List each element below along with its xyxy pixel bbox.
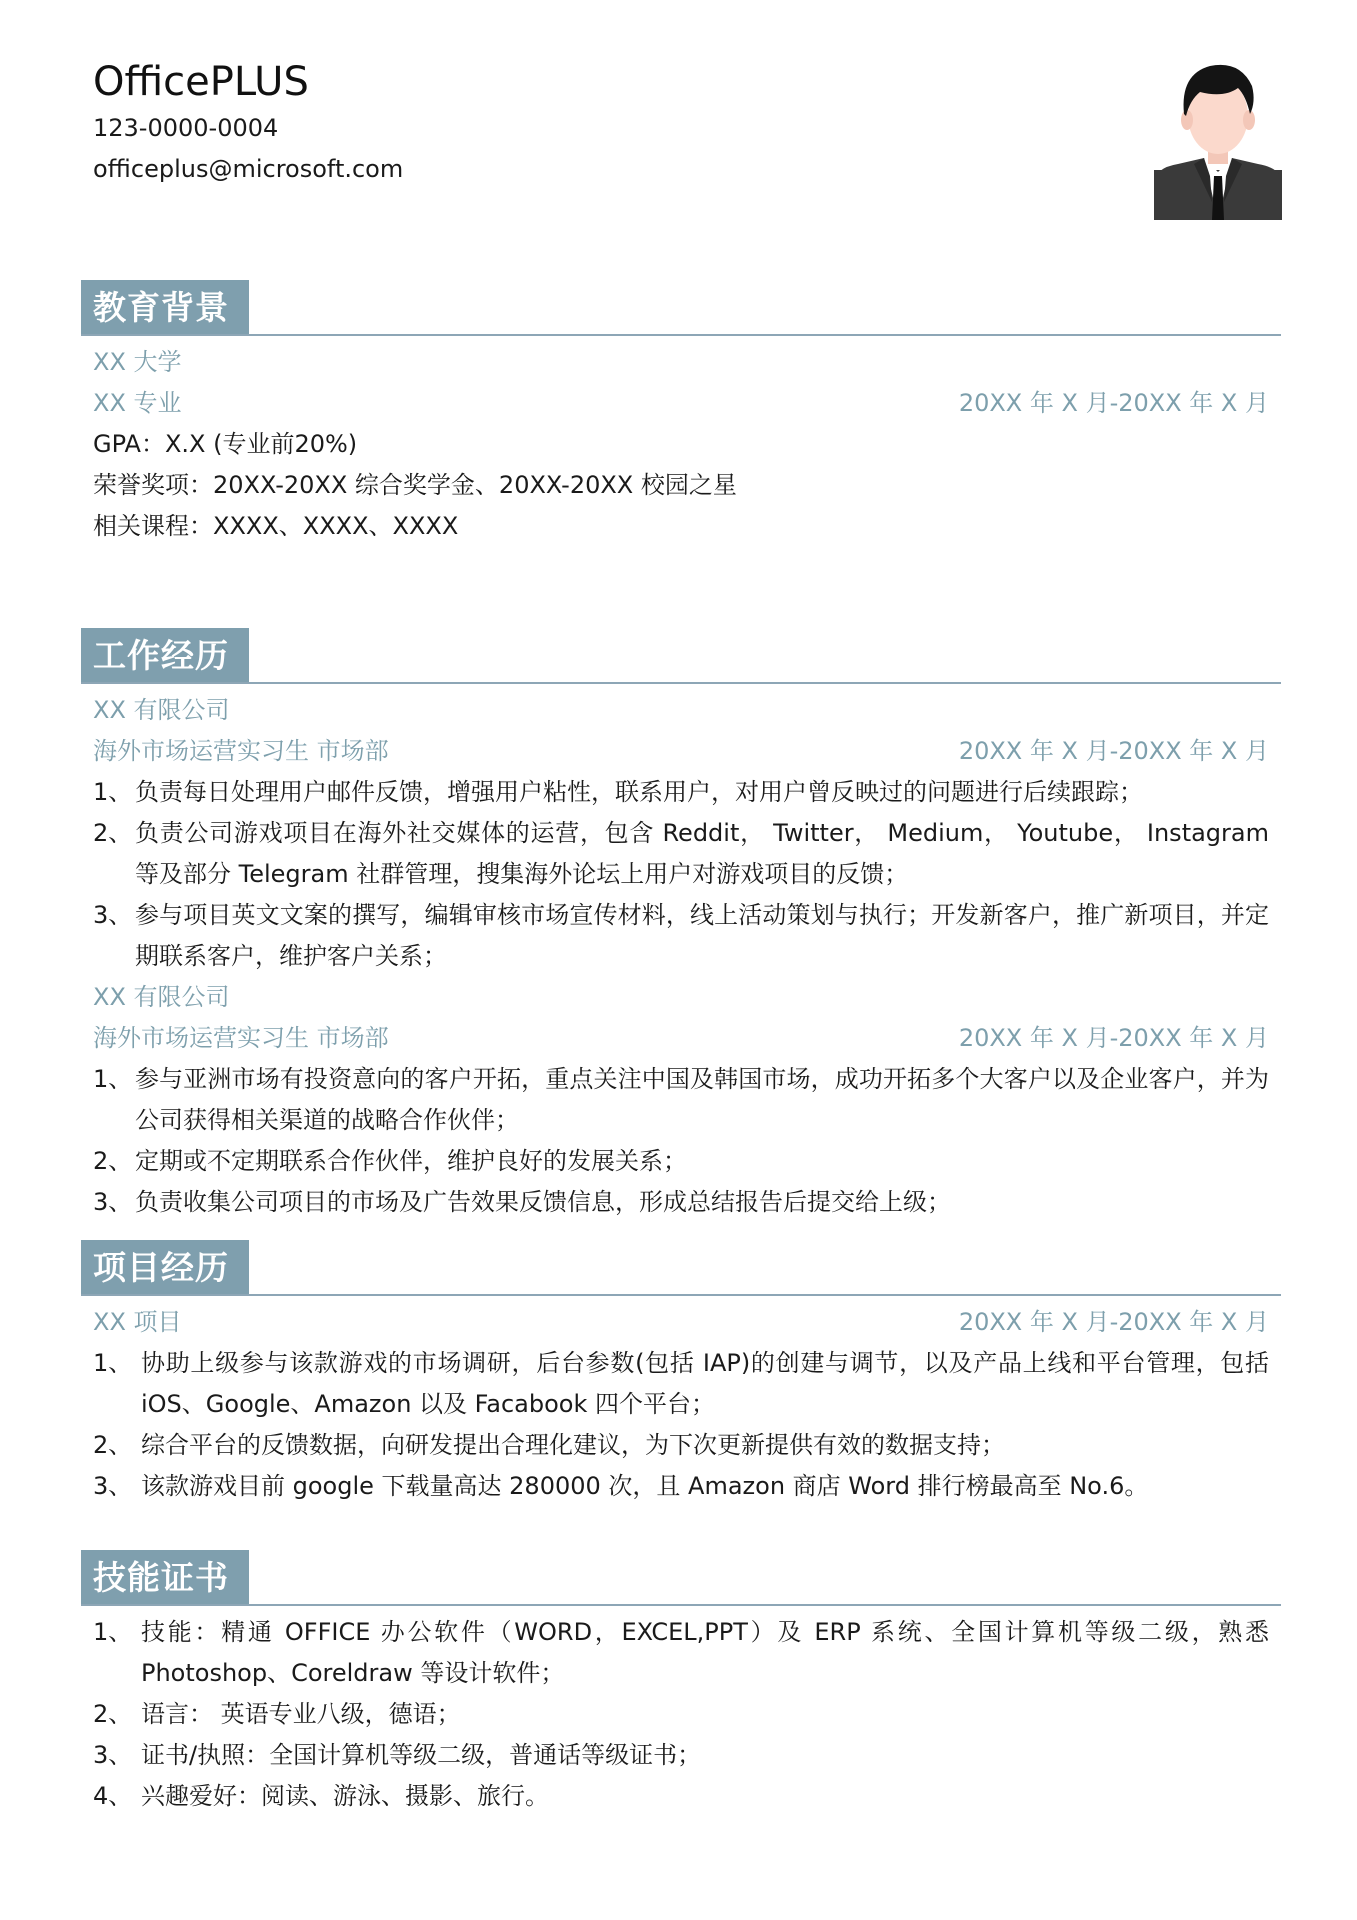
job-entry [81,977,1281,1223]
item-text: 兴趣爱好：阅读、游泳、摄影、旅行。 [141,1782,549,1810]
item-text: 该款游戏目前 google 下载量高达 280000 次，且 Amazon 商店 Word 排行榜最高至 No.6。 [141,1472,1149,1500]
duty-item [81,1141,1281,1182]
duty-item [81,1059,1281,1141]
item-text: 协助上级参与该款游戏的市场调研，后台参数(包括 IAP)的创建与调节，以及产品上线和平台管理，包括 iOS、Google、Amazon 以及 Facabook 四个平台； [141,1349,1269,1418]
position-row [81,731,1281,772]
item-text: 综合平台的反馈数据，向研发提出合理化建议，为下次更新提供有效的数据支持； [141,1431,1005,1459]
work-section [81,628,1281,1223]
project-item [81,1466,1281,1507]
item-text: 证书/执照：全国计算机等级二级，普通话等级证书； [141,1741,702,1769]
project-section [81,1240,1281,1507]
email-address: officeplus@microsoft.com [93,155,404,183]
work-title: 工作经历 [81,628,249,684]
item-number: 2、 [93,1700,133,1728]
project-heading [81,1240,1281,1296]
school-name: XX 大学 [93,348,182,376]
section-divider [81,1294,1281,1296]
project-item [81,1425,1281,1466]
phone-number: 123-0000-0004 [93,114,279,142]
avatar-photo [1154,52,1282,220]
item-number: 3、 [93,1741,133,1769]
item-number: 2、 [93,1147,133,1175]
item-text: 语言： 英语专业八级，德语； [141,1700,461,1728]
project-name: XX 项目 [93,1308,182,1336]
education-title: 教育背景 [81,280,249,336]
item-number: 3、 [93,901,133,929]
item-number: 3、 [93,1472,133,1500]
profile-header [93,56,403,190]
position-title: 海外市场运营实习生 市场部 [93,737,389,765]
education-date: 20XX 年 X 月-20XX 年 X 月 [958,389,1269,417]
honors: 荣誉奖项：20XX-20XX 综合奖学金、20XX-20XX 校园之星 [93,471,737,499]
major-name: XX 专业 [93,389,182,417]
project-name-row [81,1302,1281,1343]
item-text: 定期或不定期联系合作伙伴，维护良好的发展关系； [135,1147,687,1175]
item-text: 技能：精通 OFFICE 办公软件（WORD，EXCEL,PPT）及 ERP 系统、全国计算机等级二级，熟悉 Photoshop、Coreldraw 等设计软件； [141,1618,1269,1687]
education-section [81,280,1281,547]
major-row [81,383,1281,424]
position-title: 海外市场运营实习生 市场部 [93,1024,389,1052]
item-number: 1、 [93,778,133,806]
project-date: 20XX 年 X 月-20XX 年 X 月 [958,1308,1269,1336]
skill-item [81,1735,1281,1776]
duty-item [81,813,1281,895]
company-name: XX 有限公司 [93,983,230,1011]
duty-item [81,1182,1281,1223]
gpa: GPA：X.X (专业前20%) [93,430,358,458]
item-number: 1、 [93,1349,133,1377]
position-row [81,1018,1281,1059]
item-number: 3、 [93,1188,133,1216]
education-heading [81,280,1281,336]
item-number: 1、 [93,1065,133,1093]
section-divider [81,682,1281,684]
item-number: 2、 [93,1431,133,1459]
item-text: 参与项目英文文案的撰写，编辑审核市场宣传材料，线上活动策划与执行；开发新客户，推广新项目，并定期联系客户，维护客户关系； [135,901,1269,970]
skill-item [81,1694,1281,1735]
skills-section [81,1550,1281,1817]
section-divider [81,334,1281,336]
skills-heading [81,1550,1281,1606]
duty-item [81,772,1281,813]
skill-item [81,1612,1281,1694]
skills-title: 技能证书 [81,1550,249,1606]
skill-item [81,1776,1281,1817]
job-entry [81,690,1281,977]
item-text: 负责每日处理用户邮件反馈，增强用户粘性，联系用户，对用户曾反映过的问题进行后续跟踪； [135,778,1143,806]
courses: 相关课程：XXXX、XXXX、XXXX [93,512,459,540]
project-item [81,1343,1281,1425]
item-text: 负责收集公司项目的市场及广告效果反馈信息，形成总结报告后提交给上级； [135,1188,951,1216]
item-number: 2、 [93,819,133,847]
item-text: 参与亚洲市场有投资意向的客户开拓，重点关注中国及韩国市场，成功开拓多个大客户以及企业客户，并为公司获得相关渠道的战略合作伙伴； [135,1065,1269,1134]
section-divider [81,1604,1281,1606]
work-heading [81,628,1281,684]
company-name: XX 有限公司 [93,696,230,724]
job-date: 20XX 年 X 月-20XX 年 X 月 [958,1024,1269,1052]
job-date: 20XX 年 X 月-20XX 年 X 月 [958,737,1269,765]
project-title: 项目经历 [81,1240,249,1296]
duty-item [81,895,1281,977]
item-number: 1、 [93,1618,133,1646]
item-number: 4、 [93,1782,133,1810]
item-text: 负责公司游戏项目在海外社交媒体的运营，包含 Reddit， Twitter， Medium， Youtube， Instagram 等及部分 Telegram 社群管理，搜集海外论坛上用户对游戏项目的反馈； [135,819,1269,888]
candidate-name: OfficePLUS [93,59,309,105]
